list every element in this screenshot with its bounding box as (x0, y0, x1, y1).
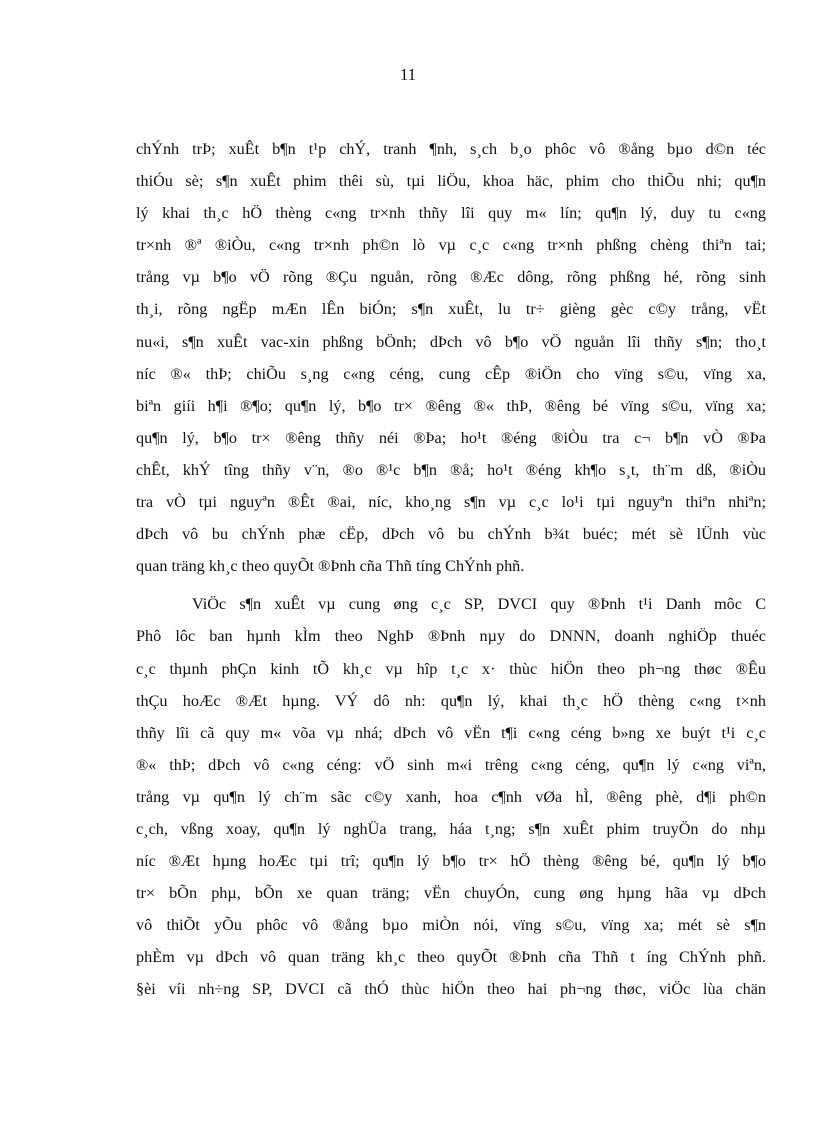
text-line: trång vµ b¶o vÖ rõng ®Çu nguån, rõng ®Æc dông, rõng phßng hé, rõng sinh (136, 268, 766, 287)
text-line: vô thiÕt yÕu phôc vô ®ång bµo miÒn nói, vïng s©u, vïng xa; mét sè s¶n (136, 916, 766, 935)
text-line: ViÖc s¶n xuÊt vµ cung øng c¸c SP, DVCI quy ®Þnh t¹i Danh môc C (192, 595, 766, 614)
text-line: tr× bÕn phµ, bÕn xe quan träng; vËn chuyÓn, cung øng hµng hãa vµ dÞch (136, 884, 766, 903)
text-line: tra vÒ tµi nguyªn ®Êt ®ai, níc, kho¸ng s¶n vµ c¸c lo¹i tµi nguyªn thiªn nhiªn; (136, 493, 766, 512)
text-line: níc ®Æt hµng hoÆc tµi trî; qu¶n lý b¶o tr× hÖ thèng ®êng bé, qu¶n lý b¶o (136, 852, 766, 871)
paragraph-2 (136, 588, 766, 1005)
text-line: tr×nh ®ª ®iÒu, c«ng tr×nh ph©n lò vµ c¸c c«ng tr×nh phßng chèng thiªn tai; (136, 236, 766, 255)
text-line: thÇu hoÆc ®Æt hµng. VÝ dô nh: qu¶n lý, khai th¸c hÖ thèng c«ng t×nh (136, 691, 766, 710)
text-line: thiÓu sè; s¶n xuÊt phim thêi sù, tµi liÖu, khoa häc, phim cho thiÕu nhi; qu¶n (136, 172, 766, 191)
text-line: biªn giíi h¶i ®¶o; qu¶n lý, b¶o tr× ®êng ®« thÞ, ®êng bé vïng s©u, vïng xa; (136, 396, 766, 415)
page-number: 11 (399, 65, 417, 84)
text-line: c¸c thµnh phÇn kinh tÕ kh¸c vµ hîp t¸c x· thùc hiÖn theo ph¬ng thøc ®Êu (136, 659, 766, 678)
text-line: ®« thÞ; dÞch vô c«ng céng: vÖ sinh m«i trêng c«ng céng, qu¶n lý c«ng viªn, (136, 755, 766, 774)
text-line: phÈm vµ dÞch vô quan träng kh¸c theo quyÕt ®Þnh cña Thñ t íng ChÝnh phñ. (136, 948, 766, 967)
body-text (136, 133, 766, 1006)
text-line: quan träng kh¸c theo quyÕt ®Þnh cña Thñ tíng ChÝnh phñ. (136, 557, 525, 576)
paragraph-1 (136, 133, 766, 582)
text-line: chÝnh trÞ; xuÊt b¶n t¹p chÝ, tranh ¶nh, s¸ch b¸o phôc vô ®ång bµo d©n téc (136, 140, 766, 158)
text-line: trång vµ qu¶n lý ch¨m sãc c©y xanh, hoa c¶nh vØa hÌ, ®êng phè, d¶i ph©n (136, 787, 766, 806)
text-line: chÊt, khÝ tîng thñy v¨n, ®o ®¹c b¶n ®å; ho¹t ®éng kh¶o s¸t, th¨m dß, ®iÒu (136, 460, 766, 479)
text-line: lý khai th¸c hÖ thèng c«ng tr×nh thñy lîi quy m« lín; qu¶n lý, duy tu c«ng (136, 204, 766, 223)
text-line: §èi víi nh÷ng SP, DVCI cã thÓ thùc hiÖn theo hai ph¬ng thøc, viÖc lùa chän (136, 980, 766, 999)
text-line: dÞch vô bu chÝnh phæ cËp, dÞch vô bu chÝnh b¾t buéc; mét sè lÜnh vùc (136, 525, 766, 544)
text-line: nu«i, s¶n xuÊt vac-xin phßng bÖnh; dÞch vô b¶o vÖ nguån lîi thñy s¶n; tho¸t (136, 332, 766, 351)
text-line: qu¶n lý, b¶o tr× ®êng thñy néi ®Þa; ho¹t ®éng ®iÒu tra c¬ b¶n vÒ ®Þa (136, 428, 766, 447)
text-line: níc ®« thÞ; chiÕu s¸ng c«ng céng, cung cÊp ®iÖn cho vïng s©u, vïng xa, (136, 364, 766, 383)
text-line: thñy lîi cã quy m« võa vµ nhá; dÞch vô vËn t¶i c«ng céng b»ng xe buýt t¹i c¸c (136, 723, 766, 742)
text-line: th¸i, rõng ngËp mÆn lÊn biÓn; s¶n xuÊt, lu tr÷ gièng gèc c©y trång, vËt (136, 300, 766, 319)
text-line: Phô lôc ban hµnh kÌm theo NghÞ ®Þnh nµy do DNNN, doanh nghiÖp thuéc (136, 627, 766, 646)
text-line: c¸ch, vßng xoay, qu¶n lý nghÜa trang, háa t¸ng; s¶n xuÊt phim truyÖn do nhµ (136, 819, 766, 838)
